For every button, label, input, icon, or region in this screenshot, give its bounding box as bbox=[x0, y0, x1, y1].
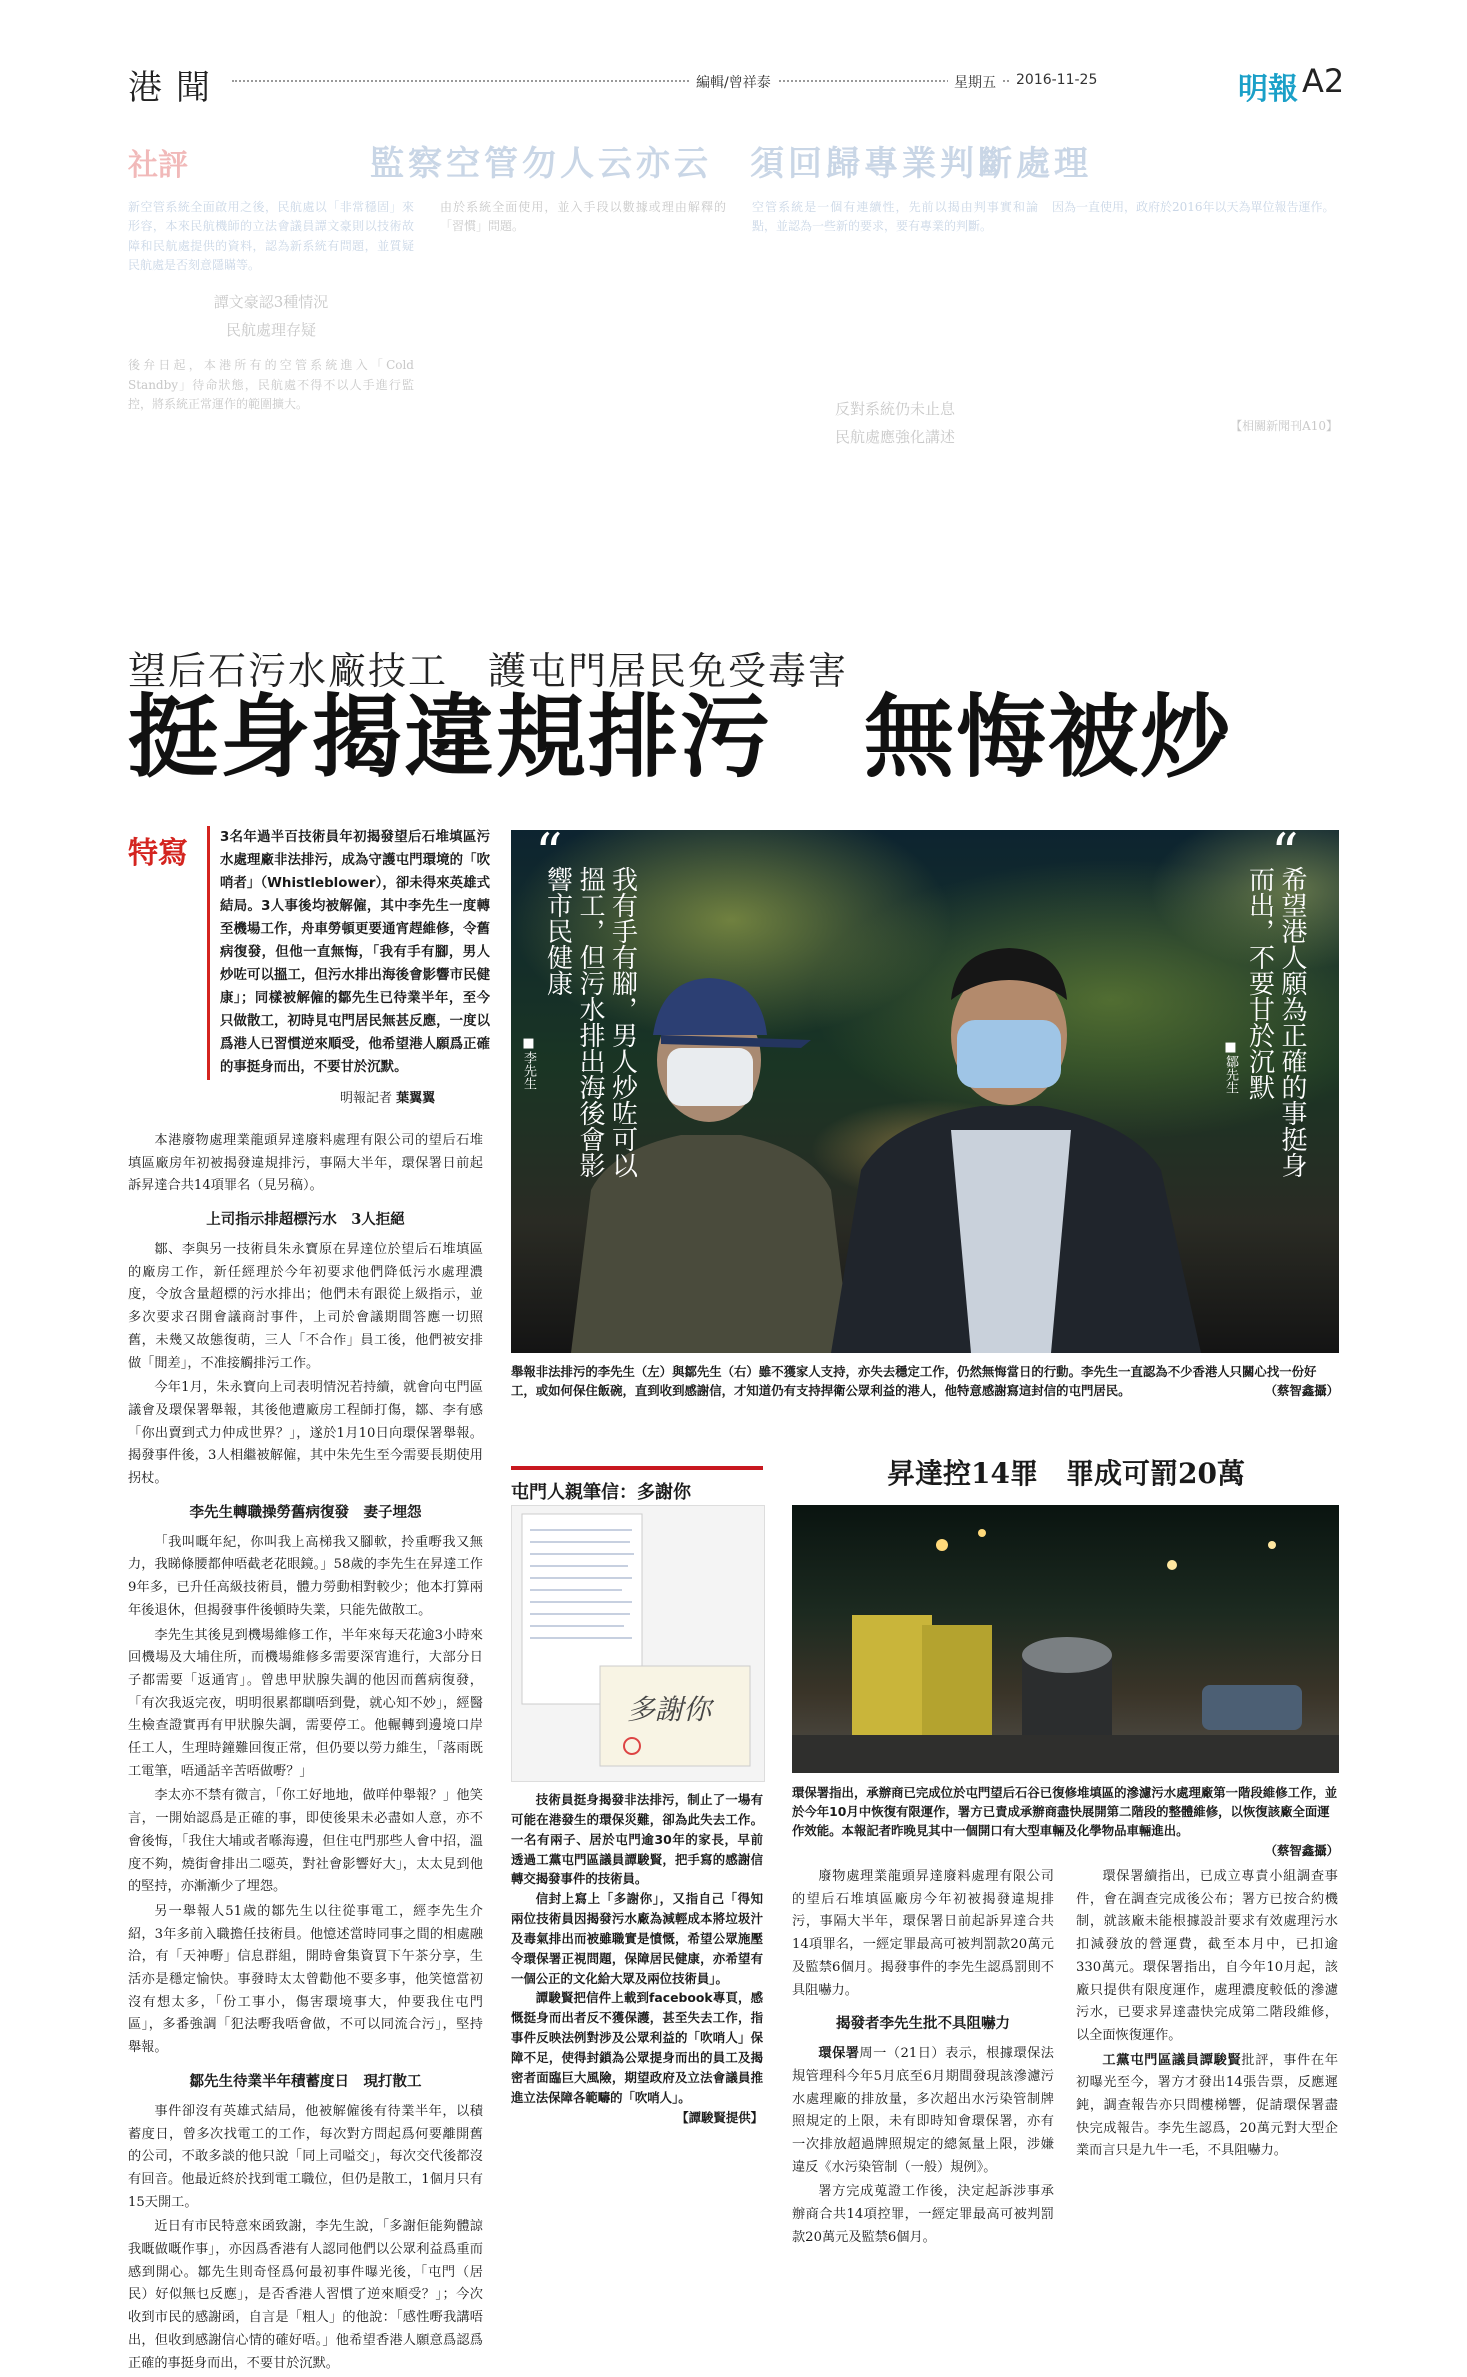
site-photo-caption-text: 環保署指出，承辦商已完成位於屯門望后石谷已復修堆填區的滲濾污水處理廠第一階段維修工作，並於今年10月中恢復有限運作，署方已責成承辦商盡快展開第二階段的整體維修，以恢復該廠全面運作效能。本報記者昨晚見其中一個開口有大型車輛及化學物品車輛進出。 bbox=[792, 1785, 1338, 1839]
lead-in: 環保署 bbox=[818, 2046, 860, 2062]
paragraph: 廢物處理業龍頭昇達廢料處理有限公司的望后石堆填區廠房今年初被揭發違規排污，事隔大半年，環保署日前起訴昇達合共14項罪名，一經定罪最高可被判罰款20萬元及監禁6個月。揭發事件的李先生認爲罰則不具阻嚇力。 bbox=[792, 1869, 1054, 1998]
editorial-col1-top: 新空管系統全面啟用之後，民航處以「非常穩固」來形容，本來民航機師的立法會議員譚文豪則以技術故障和民航處提供的資料，認為新系統有問題，並質疑民航處是否刻意隱瞞等。 bbox=[128, 200, 414, 273]
editorial-tag: 社評 bbox=[128, 148, 188, 183]
main-photo bbox=[511, 830, 1339, 1353]
editorial-title: 監察空管勿人云亦云 須回歸專業判斷處理 bbox=[370, 144, 1092, 184]
editorial-col2-top: 由於系統全面使用，並入手段以數據或理由解釋的「習慣」問題。 bbox=[440, 200, 726, 234]
kicker: 望后石污水廠技工 護屯門居民免受毒害 bbox=[128, 649, 849, 693]
paragraph bbox=[792, 2043, 1054, 2179]
issue-date: 2016-11-25 bbox=[1010, 72, 1103, 88]
plant-scene bbox=[792, 1505, 1339, 1773]
paragraph: 技術員挺身揭發非法排污，制止了一場有可能在港發生的環保災難，卻為此失去工作。一名有兩子、居於屯門逾30年的家長，早前透過工黨屯門區議員譚駿賢，把手寫的感謝信轉交揭發事件的技術員。 bbox=[511, 1792, 763, 1887]
byline bbox=[340, 1087, 435, 1106]
paragraph: 李太亦不禁有微言，「你工好地地，做咩仲舉報？」他笑言，一開始認爲是正確的事，即使後果未必盡如人意，亦不會後悔，「我住大埔或者喺海邊，但住屯門那些人會中招，溫度不夠，燒街會排出二噁英，對社會影響好大」，太太見到他的堅持，亦漸漸少了埋怨。 bbox=[128, 1788, 483, 1895]
photo-credit: （蔡智鑫攝） bbox=[1264, 1383, 1339, 1399]
article-body bbox=[128, 1130, 483, 2377]
editorial-col4-top: 因為一直使用，政府於2016年以天為單位報告運作。 bbox=[1052, 200, 1335, 214]
editorial-column-3 bbox=[752, 198, 1038, 618]
letter-photo bbox=[511, 1505, 765, 1782]
editorial-col2-subhead-1: 反對系統仍未止息 bbox=[834, 399, 955, 418]
editorial-col1-subhead-2: 民航處理存疑 bbox=[225, 321, 316, 340]
page-number: A2 bbox=[1302, 62, 1345, 100]
paragraph-text: 批評，事件在年初曝光至今，署方才發出14張告票，反應遲鈍，調查報告亦只問樓梯響，促請環保署盡快完成報告。李先生認爲，20萬元對大型企業而言只是九牛一毛，不具阻嚇力。 bbox=[1076, 2052, 1339, 2159]
charges-headline: 昇達控14罪 罪成可罰20萬 bbox=[887, 1457, 1245, 1490]
paragraph: 環保署續指出，已成立專責小組調查事件，會在調查完成後公布；署方已按合約機制，就該廠未能根據設計要求有效處理污水扣減發放的營運費，截至本月中，已扣逾330萬元。環保署指出，自今年10月起，該廠只提供有限度運作，處理濃度較低的滲濾污水，已要求昇達盡快完成第二階段維修，以全面恢復運作。 bbox=[1076, 1869, 1338, 2043]
weekday: 星期五 bbox=[948, 72, 1002, 92]
quote-mark-right: “ bbox=[1271, 830, 1299, 885]
paragraph: 署方完成蒐證工作後，決定起訴涉事承辦商合共14項控罪，一經定罪最高可被判罰款20萬元及監禁6個月。 bbox=[792, 2184, 1054, 2245]
letter-note-text: 多謝你 bbox=[627, 1693, 712, 1726]
quote-mark-left: “ bbox=[535, 830, 563, 885]
paragraph: 另一舉報人51歲的鄒先生以往從事電工，經李先生介紹，3年多前入職擔任技術員。他憶述當時同事之間的相處融洽，有「天神嘢」信息群組，開時會集資買下午茶分享，生活亦是穩定愉快。事發時太太曾勸他不要多事，他笑憶當初沒有想太多，「份工事小，傷害環境事大，仲要我住屯門區」，多番強調「犯法嘢我唔會做，不可以同流合污」，堅持舉報。 bbox=[128, 1903, 483, 2056]
subhead-2: 李先生轉職操勞舊病復發 妻子埋怨 bbox=[189, 1503, 422, 1521]
feature-tag: 特寫 bbox=[128, 836, 188, 871]
editorial-column-2 bbox=[440, 198, 726, 618]
charges-subhead: 揭發者李先生批不具阻嚇力 bbox=[836, 2015, 1010, 2033]
handwritten-letter-image bbox=[512, 1506, 764, 1781]
letter-sidebar-body bbox=[511, 1790, 763, 2127]
brand-logo: 明報 bbox=[1238, 72, 1298, 107]
paragraph: 今年1月，朱永寶向上司表明情況若持續，就會向屯門區議會及環保署舉報，其後他遭廠房工程師打傷，鄒、李有感「你出賣到式力仲成世界？」，遂於1月10日向環保署舉報。揭發事件後，3人相繼被解僱，其中朱先生至今需要長期使用拐杖。 bbox=[128, 1380, 483, 1487]
editorial-related-ref: 【相關新聞刊A10】 bbox=[1230, 419, 1338, 434]
editorial-col3-top: 空管系統是一個有連續性，先前以揭由判事實和論點，並認為一些新的要求，要有專業的判斷。 bbox=[752, 200, 1038, 234]
byline-name: 葉翼翼 bbox=[396, 1091, 436, 1106]
figure-right bbox=[831, 948, 1201, 1353]
pull-quote-left-attribution: ■李先生 bbox=[521, 1036, 536, 1090]
section-label: 港聞 bbox=[128, 68, 224, 108]
editorial-col1-bottom: 後弁日起，本港所有的空管系統進入「Cold Standby」待命狀態，民航處不得不以人手進行監控，將系統正常運作的範圍擴大。 bbox=[128, 358, 414, 412]
photo-caption bbox=[511, 1362, 1339, 1400]
letter-sidebar-header: 屯門人親筆信：多謝你 bbox=[511, 1466, 763, 1504]
paragraph: 「我叫嘅年紀，你叫我上高梯我又腳軟，拎重嘢我又無力，我睇條腰都伸唔截老花眼鏡。」58歲的李先生在昇達工作9年多，已升任高級技術員，體力勞動相對較少；他本打算兩年後退休，但揭發事件後頓時失業，只能先做散工。 bbox=[128, 1534, 483, 1618]
site-photo bbox=[792, 1505, 1339, 1773]
article-lead: 本港廢物處理業龍頭昇達廢料處理有限公司的望后石堆填區廠房年初被揭發違規排污，事隔大半年，環保署日前起訴昇達合共14項罪名（見另稿）。 bbox=[128, 1133, 483, 1194]
letter-credit: 【譚駿賢提供】 bbox=[676, 2109, 763, 2125]
feature-intro: 3名年過半百技術員年初揭發望后石堆填區污水處理廠非法排污，成為守護屯門環境的「吹哨者」（Whistleblower），卻未得來英雄式結局。3人事後均被解僱，其中李先生一度轉至機場工作，舟車勞頓更要通宵趕維修，令舊病復發，但他一直無悔，「我有手有腳，男人炒咗可以搵工，但污水排出海後會影響市民健康」；同樣被解僱的鄒先生已待業半年，至今只做散工，初時見屯門居民無甚反應，一度以爲港人已習慣逆來順受，他希望港人願爲正確的事挺身而出，不要甘於沉默。 bbox=[207, 826, 490, 1080]
editorial-column-4 bbox=[1052, 198, 1338, 618]
paragraph: 譚駿賢把信件上載到facebook專頁，感慨挺身而出者反不獲保護，甚至失去工作，指事件反映法例對涉及公眾利益的「吹哨人」保障不足，使得封鎖為公眾提身而出的員工及揭密者面臨巨大風險，期望政府及立法會議員推進立法保障各範疇的「吹哨人」。 bbox=[511, 1990, 763, 2105]
editorial-col2-subhead-2: 民航處應強化講述 bbox=[834, 428, 955, 447]
charges-column-2 bbox=[1076, 1866, 1338, 2165]
paragraph bbox=[1076, 2050, 1338, 2164]
site-photo-credit: （蔡智鑫攝） bbox=[1264, 1842, 1339, 1858]
pull-quote-right: 希望港人願為正確的事挺身而出，不要甘於沉默 bbox=[1244, 866, 1307, 1178]
lead-in: 工黨屯門區議員譚駿賢 bbox=[1102, 2052, 1242, 2068]
paragraph: 李先生其後見到機場維修工作，半年來每天花逾3小時來回機場及大埔住所，而機場維修多需要深宵進行，大部分日子都需要「返通宵」。曾患甲狀腺失調的他因而舊病復發，「有次我返完夜，明明很累都瞓唔到覺，就心知不妙」，經醫生檢查證實再有甲狀腺失調，需要停工。他輾轉到邊境口岸任工人，生理時鐘難回復正常，但仍要以勞力維生，「落雨既工電筆，唔通話辛苦唔做嘢？」 bbox=[128, 1627, 483, 1779]
byline-role: 明報記者 bbox=[340, 1091, 393, 1106]
pull-quote-left: 我有手有腳，男人炒咗可以搵工，但污水排出海後會影響市民健康 bbox=[542, 866, 638, 1178]
pull-quote-right-attribution: ■鄒先生 bbox=[1223, 1040, 1238, 1094]
paragraph: 事件卻沒有英雄式結局，他被解僱後有待業半年，以積蓄度日，曾多次找電工的工作，每次對方問起爲何要離開舊的公司，不敢多談的他只說「同上司嗌交」，每次交代後都沒有回音。他最近終於找到電工職位，但仍是散工，1個月只有15天開工。 bbox=[128, 2103, 483, 2210]
charges-column-1 bbox=[792, 1866, 1054, 2251]
paragraph: 信封上寫上「多謝你」，又指自己「得知兩位技術員因揭發污水廠為減輕成本將垃圾汁及毒氣排出而被雖職實是憤慨，希望公眾施壓令環保署正視問題，保障居民健康，亦希望有一個公正的文化給大眾及兩位技術員」。 bbox=[511, 1891, 763, 1986]
paragraph: 近日有市民特意來函致謝，李先生說，「多謝佢能夠體諒我嘅做嘅作事」，亦因爲香港有人認同他們以公眾利益爲重而感到開心。鄒先生則奇怪爲何最初事件曝光後，「屯門（居民）好似無乜反應」，是否香港人習慣了逆來順受？」；今次收到市民的感謝函，自言是「粗人」的他說：「感性嘢我講唔出，但收到感謝信心情的確好唔。」他希望香港人願意爲認爲正確的事挺身而出，不要甘於沉默。 bbox=[128, 2219, 483, 2371]
editor-credit: 編輯/曾祥泰 bbox=[690, 72, 777, 92]
masthead-rule bbox=[232, 80, 1052, 82]
site-photo-caption bbox=[792, 1783, 1339, 1860]
photo-caption-text: 舉報非法排污的李先生（左）與鄒先生（右）雖不獲家人支持，亦失去穩定工作，仍然無悔當日的行動。李先生一直認為不少香港人只關心找一份好工，或如何保住飯碗，直到收到感謝信，才知道仍有支持捍衛公眾利益的港人，他特意感謝寫這封信的屯門居民。 bbox=[511, 1364, 1317, 1399]
subhead-1: 上司指示排超標污水 3人拒絕 bbox=[206, 1211, 405, 1229]
paragraph-text: 周一（21日）表示，根據環保法規管理科今年5月底至6月期間發現該滲濾污水處理廠的排放量，多次超出水污染管制牌照規定的上限，未有即時知會環保署，亦有一次排放超過牌照規定的總氮量上限，涉嫌違反《水污染管制（一般）規例》。 bbox=[792, 2046, 1054, 2175]
headline: 挺身揭違規排污 無悔被炒 bbox=[128, 684, 1232, 790]
editorial-col1-subhead-1: 譚文豪認3種情況 bbox=[213, 292, 329, 311]
editorial-column-1 bbox=[128, 198, 414, 618]
subhead-3: 鄒先生待業半年積蓄度日 現打散工 bbox=[189, 2072, 422, 2090]
paragraph: 鄒、李與另一技術員朱永寶原在昇達位於望后石堆填區的廠房工作，新任經理於今年初要求他們降低污水處理濃度，令放含量超標的污水排出；他們未有跟從上級指示，並多次要求召開會議商討事件，上司於會議期間答應一切照舊，未幾又故態復萌，三人「不合作」員工後，他們被安排做「閒差」，不准接觸排污工作。 bbox=[128, 1242, 483, 1371]
